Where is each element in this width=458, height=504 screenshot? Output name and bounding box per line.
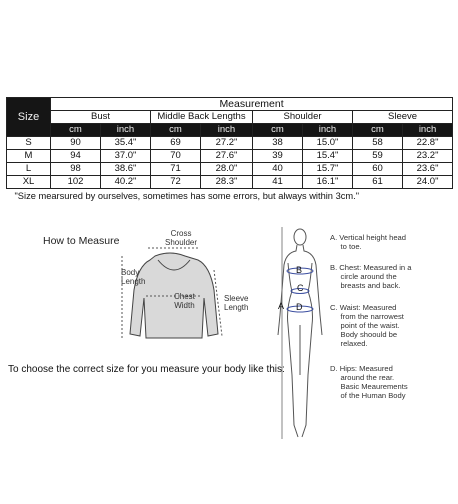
table-row xyxy=(7,137,453,150)
table-cell: 28.3" xyxy=(201,176,253,189)
table-cell: 37.0" xyxy=(101,150,151,163)
table-cell: 71 xyxy=(151,163,201,176)
size-table xyxy=(6,97,453,204)
table-cell: 28.0" xyxy=(201,163,253,176)
choose-size-text: To choose the correct size for you measure your body like this: xyxy=(8,364,285,375)
table-cell: 38.6" xyxy=(101,163,151,176)
unit-header: cm xyxy=(353,124,403,137)
table-cell: 59 xyxy=(353,150,403,163)
table-cell: 41 xyxy=(253,176,303,189)
size-cell: S xyxy=(7,137,51,150)
table-cell: 102 xyxy=(51,176,101,189)
size-chart xyxy=(6,97,452,204)
legend-c: C. Waist: Measured from the narrowest point of the waist. Body shoould be relaxed. xyxy=(330,303,404,348)
size-cell: L xyxy=(7,163,51,176)
sleeve-length-label: Sleeve Length xyxy=(224,294,249,312)
legend-d: D. Hips: Measured around the rear. Basic Meaurements of the Human Body xyxy=(330,364,408,400)
how-to-measure-title: How to Measure xyxy=(43,235,120,247)
cross-shoulder-label: Cross Shoulder xyxy=(165,229,198,247)
table-cell: 16.1" xyxy=(303,176,353,189)
table-cell: 27.6" xyxy=(201,150,253,163)
size-cell: XL xyxy=(7,176,51,189)
marker-d: D xyxy=(296,302,303,312)
unit-header: cm xyxy=(51,124,101,137)
table-cell: 40.2" xyxy=(101,176,151,189)
unit-header: inch xyxy=(403,124,453,137)
legend-a: A. Vertical height head to toe. xyxy=(330,233,406,251)
table-cell: 60 xyxy=(353,163,403,176)
table-row xyxy=(7,176,453,189)
table-cell: 58 xyxy=(353,137,403,150)
table-cell: 38 xyxy=(253,137,303,150)
table-cell: 24.0" xyxy=(403,176,453,189)
size-header: Size xyxy=(7,98,51,137)
marker-a: A xyxy=(278,301,285,311)
group-header: Middle Back Lengths xyxy=(151,111,253,124)
marker-b: B xyxy=(296,265,303,275)
table-cell: 15.7" xyxy=(303,163,353,176)
group-header: Sleeve xyxy=(353,111,453,124)
measurement-note: "Size mearsured by ourselves, sometimes has some errors, but always within 3cm." xyxy=(14,191,360,201)
size-cell: M xyxy=(7,150,51,163)
table-cell: 35.4" xyxy=(101,137,151,150)
head-shape xyxy=(294,229,306,245)
unit-header: inch xyxy=(201,124,253,137)
unit-header: inch xyxy=(101,124,151,137)
table-cell: 27.2" xyxy=(201,137,253,150)
table-cell: 70 xyxy=(151,150,201,163)
table-row xyxy=(7,163,453,176)
table-cell: 22.8" xyxy=(403,137,453,150)
group-header: Shoulder xyxy=(253,111,353,124)
table-cell: 39 xyxy=(253,150,303,163)
table-cell: 69 xyxy=(151,137,201,150)
unit-header: cm xyxy=(151,124,201,137)
unit-header: cm xyxy=(253,124,303,137)
table-cell: 23.2" xyxy=(403,150,453,163)
table-cell: 72 xyxy=(151,176,201,189)
table-cell: 94 xyxy=(51,150,101,163)
marker-c: C xyxy=(297,283,304,293)
table-cell: 15.0" xyxy=(303,137,353,150)
measurement-header: Measurement xyxy=(51,98,453,111)
table-cell: 40 xyxy=(253,163,303,176)
legend-b: B. Chest: Measured in a circle around the breasts and back. xyxy=(330,263,412,290)
group-header: Bust xyxy=(51,111,151,124)
table-cell: 23.6" xyxy=(403,163,453,176)
chest-width-label: Chest Width xyxy=(174,292,195,310)
table-cell: 98 xyxy=(51,163,101,176)
table-cell: 15.4" xyxy=(303,150,353,163)
body-figure xyxy=(272,225,328,445)
table-cell: 90 xyxy=(51,137,101,150)
table-row xyxy=(7,150,453,163)
unit-header: inch xyxy=(303,124,353,137)
body-length-label: Body Length xyxy=(121,268,146,286)
table-cell: 61 xyxy=(353,176,403,189)
